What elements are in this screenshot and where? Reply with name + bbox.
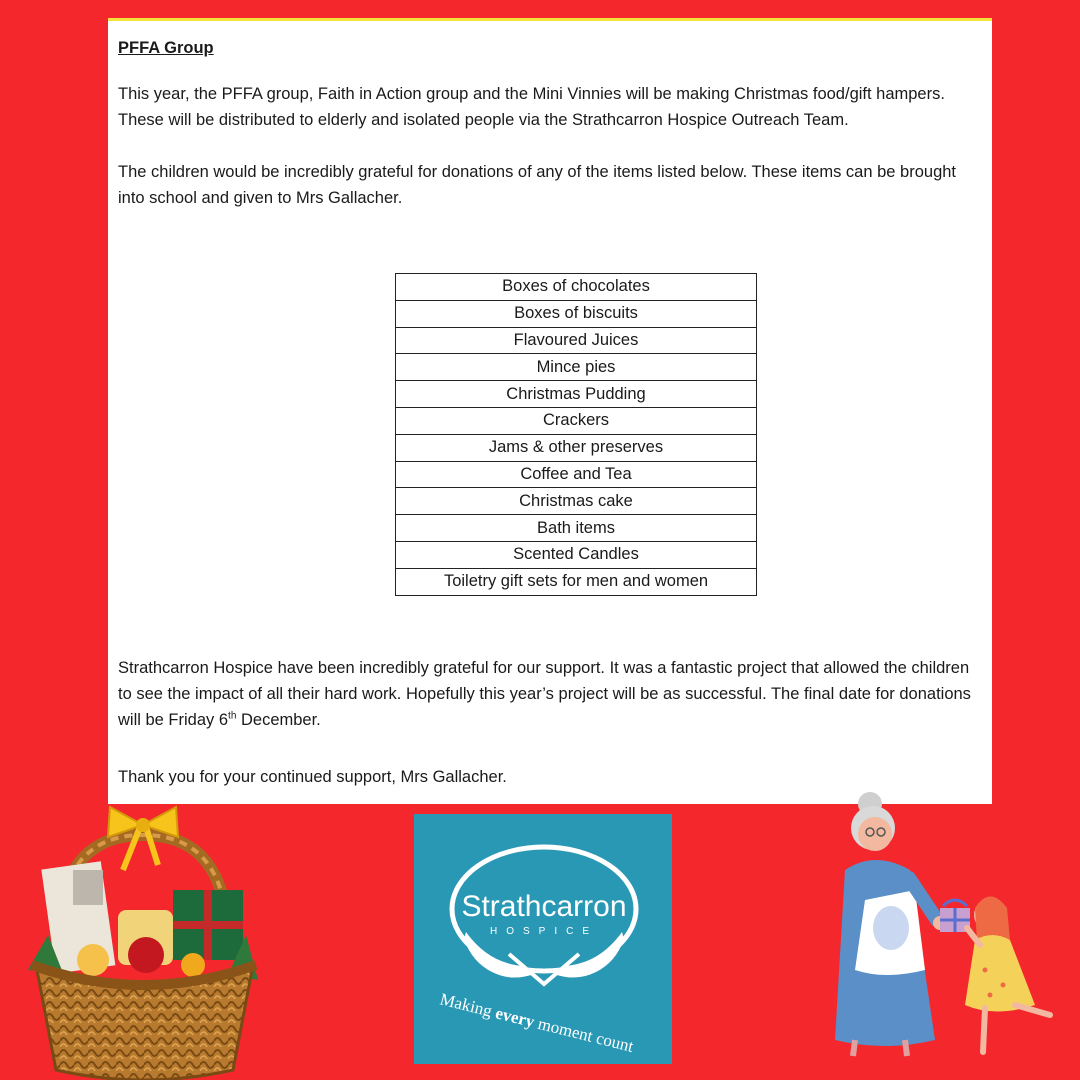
grandmother-child-illustration (825, 790, 1075, 1060)
logo-name: Strathcarron (461, 890, 627, 923)
letter-document (108, 18, 992, 804)
closing-paragraph-end: December. (236, 711, 321, 729)
tagline-emphasis: every (493, 1003, 537, 1032)
donation-item: Christmas Pudding (396, 381, 757, 408)
table-row (396, 568, 757, 595)
donation-item: Bath items (396, 515, 757, 542)
table-row (396, 434, 757, 461)
tagline-suffix: moment count (531, 1012, 636, 1056)
hospice-logo-graphic (414, 814, 672, 1064)
strathcarron-hospice-logo (414, 814, 672, 1064)
intro-paragraph: This year, the PFFA group, Faith in Action group and the Mini Vinnies will be making Christmas food/gift hampers. These will be distributed to elderly and isolated people via the Strathcarron Hospice Outreach Team. (118, 85, 945, 129)
table-row (396, 327, 757, 354)
donation-item: Boxes of chocolates (396, 274, 757, 301)
donation-item: Boxes of biscuits (396, 300, 757, 327)
donation-item: Coffee and Tea (396, 461, 757, 488)
table-row (396, 354, 757, 381)
table-row (396, 488, 757, 515)
closing-paragraph (118, 655, 982, 733)
date-ordinal-suffix: th (228, 710, 237, 722)
table-row (396, 300, 757, 327)
donation-item: Crackers (396, 407, 757, 434)
page-title: PFFA Group (118, 39, 214, 57)
table-row (396, 541, 757, 568)
table-row (396, 461, 757, 488)
table-row (396, 274, 757, 301)
donation-item: Christmas cake (396, 488, 757, 515)
donation-item: Flavoured Juices (396, 327, 757, 354)
tagline-prefix: Making (438, 989, 499, 1022)
donation-items-table (395, 273, 757, 596)
donation-item: Toiletry gift sets for men and women (396, 568, 757, 595)
donation-request-paragraph: The children would be incredibly grateful for donations of any of the items listed below. These items can be brought into school and given to Mrs Gallacher. (118, 163, 957, 207)
table-row (396, 407, 757, 434)
table-row (396, 515, 757, 542)
donation-item: Scented Candles (396, 541, 757, 568)
gift-basket-illustration (18, 795, 268, 1080)
table-row (396, 381, 757, 408)
signoff-paragraph: Thank you for your continued support, Mrs Gallacher. (118, 768, 507, 786)
donation-item: Jams & other preserves (396, 434, 757, 461)
closing-paragraph-text: Strathcarron Hospice have been incredibly grateful for our support. It was a fantastic project that allowed the children to see the impact of all their hard work. Hopefully this year’s project will be as successful. The final date for donations will be Friday 6 (118, 659, 971, 729)
logo-subtitle: HOSPICE (489, 926, 599, 937)
donation-item: Mince pies (396, 354, 757, 381)
logo-tagline (438, 989, 636, 1056)
